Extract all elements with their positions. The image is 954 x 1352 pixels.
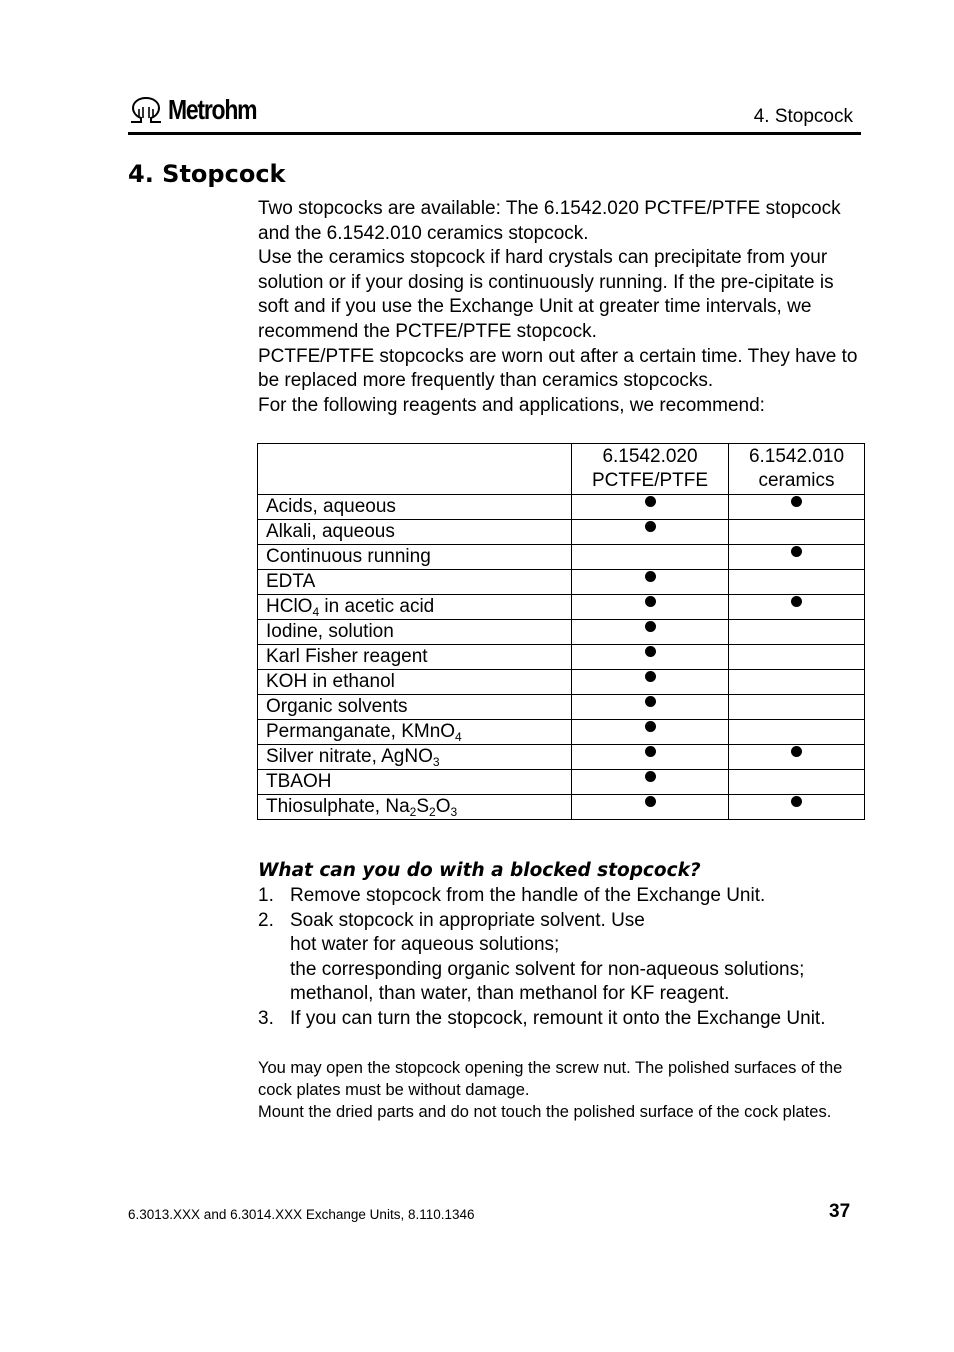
recommended-dot-icon: [791, 596, 802, 607]
table-row: [258, 520, 865, 545]
footer-doc-ref: 6.3013.XXX and 6.3014.XXX Exchange Units, 8.110.1346: [128, 1207, 475, 1222]
row-label: [258, 745, 572, 770]
table-row: [258, 745, 865, 770]
table-row: [258, 620, 865, 645]
intro-paragraph: PCTFE/PTFE stopcocks are worn out after a certain time. They have to be replaced more frequently than ceramics stopcocks.: [258, 345, 858, 392]
cell-ceramics: [729, 695, 865, 720]
steps-list: [258, 884, 858, 1032]
note-paragraph: Mount the dried parts and do not touch the polished surface of the cock plates.: [258, 1103, 832, 1121]
header-pctfe-material: PCTFE/PTFE: [591, 470, 709, 491]
row-label: [258, 595, 572, 620]
recommended-dot-icon: [645, 596, 656, 607]
row-label: [258, 495, 572, 520]
cell-pctfe: [572, 545, 729, 570]
header-ceramics-code: 6.1542.010: [748, 446, 845, 467]
step-text: hot water for aqueous solutions;: [290, 934, 560, 956]
step-item: [258, 909, 858, 1007]
header-ceramics-material: ceramics: [758, 470, 835, 491]
intro-paragraph: Use the ceramics stopcock if hard crystals can precipitate from your solution or if your dosing is continuously running. If the pre-cipitate is soft and if you use the Exchange Unit at greater time intervals, we recommend the PCTFE/PTFE stopcock.: [258, 247, 834, 342]
intro-paragraph: For the following reagents and applications, we recommend:: [258, 394, 765, 416]
recommended-dot-icon: [645, 696, 656, 707]
subscript: 2: [409, 805, 417, 819]
cell-ceramics: [729, 720, 865, 745]
cell-ceramics: [729, 645, 865, 670]
row-label-text: EDTA: [266, 571, 316, 592]
recommended-dot-icon: [645, 521, 656, 532]
recommended-dot-icon: [791, 746, 802, 757]
table-header-ceramics: [729, 444, 865, 495]
header-pctfe-code: 6.1542.020: [602, 446, 698, 467]
cell-pctfe: [572, 670, 729, 695]
recommended-dot-icon: [645, 746, 656, 757]
recommended-dot-icon: [645, 571, 656, 582]
cell-ceramics: [729, 545, 865, 570]
cell-pctfe: [572, 695, 729, 720]
notes: [258, 1057, 858, 1123]
step-text: Soak stopcock in appropriate solvent. Use: [290, 909, 645, 931]
row-label-text: Alkali, aqueous: [266, 521, 395, 542]
intro-text: [258, 197, 858, 418]
subscript: 2: [429, 805, 436, 819]
row-label-text: HClO: [266, 596, 313, 617]
cell-ceramics: [729, 495, 865, 520]
cell-ceramics: [729, 795, 865, 820]
table-row: [258, 495, 865, 520]
logo-text: Metrohm: [168, 94, 257, 125]
recommended-dot-icon: [791, 796, 802, 807]
row-label-text: TBAOH: [266, 771, 332, 792]
cell-pctfe: [572, 620, 729, 645]
page-header: [128, 94, 861, 135]
row-label-text: Iodine, solution: [266, 621, 394, 642]
cell-ceramics: [729, 745, 865, 770]
table-row: [258, 570, 865, 595]
cell-ceramics: [729, 670, 865, 695]
row-label-text: Permanganate, KMnO: [266, 721, 456, 742]
cell-pctfe: [572, 745, 729, 770]
cell-ceramics: [729, 520, 865, 545]
table-header-pctfe: [572, 444, 729, 495]
recommended-dot-icon: [645, 496, 656, 507]
row-label: [258, 720, 572, 745]
recommended-dot-icon: [645, 771, 656, 782]
recommended-dot-icon: [645, 796, 656, 807]
recommended-dot-icon: [791, 496, 802, 507]
recommended-dot-icon: [645, 721, 656, 732]
step-item: [258, 884, 858, 909]
subscript: 4: [312, 605, 320, 619]
cell-pctfe: [572, 770, 729, 795]
cell-ceramics: [729, 770, 865, 795]
row-label: [258, 795, 572, 820]
cell-ceramics: [729, 570, 865, 595]
subscript: 3: [432, 755, 440, 769]
row-label: [258, 570, 572, 595]
cell-pctfe: [572, 645, 729, 670]
cell-ceramics: [729, 595, 865, 620]
row-label-text: in acetic acid: [319, 596, 435, 617]
step-text: methanol, than water, than methanol for KF reagent.: [290, 983, 730, 1005]
row-label-text: Organic solvents: [266, 696, 408, 717]
row-label-text: Silver nitrate, AgNO: [266, 746, 433, 767]
row-label-text: O: [435, 796, 451, 817]
note-paragraph: You may open the stopcock opening the screw nut. The polished surfaces of the cock plates must be without damage.: [258, 1059, 843, 1099]
metrohm-logo: [128, 94, 276, 126]
row-label-text: Continuous running: [266, 546, 431, 567]
cell-pctfe: [572, 495, 729, 520]
table-row: [258, 670, 865, 695]
recommended-dot-icon: [791, 546, 802, 557]
row-label-text: Karl Fisher reagent: [266, 646, 428, 667]
cell-pctfe: [572, 720, 729, 745]
header-chapter: 4. Stopcock: [753, 106, 853, 127]
omega-logo-icon: [128, 96, 164, 124]
table-row: [258, 545, 865, 570]
step-number: 1.: [258, 885, 274, 906]
step-item: [258, 1007, 858, 1032]
recommendation-table: [257, 443, 865, 820]
page-title: 4. Stopcock: [128, 160, 286, 188]
row-label: [258, 645, 572, 670]
row-label: [258, 770, 572, 795]
row-label: [258, 670, 572, 695]
row-label: [258, 545, 572, 570]
step-number: 3.: [258, 1007, 274, 1029]
cell-pctfe: [572, 570, 729, 595]
footer-page-number: 37: [829, 1201, 851, 1222]
table-row: [258, 645, 865, 670]
table-row: [258, 770, 865, 795]
row-label-text: Thiosulphate, Na: [266, 796, 410, 817]
row-label-text: S: [416, 796, 430, 817]
step-text: the corresponding organic solvent for non-aqueous solutions;: [290, 958, 805, 980]
row-label: [258, 620, 572, 645]
subscript: 3: [450, 805, 458, 819]
table-header-empty: [258, 444, 572, 495]
table-header-row: [258, 444, 865, 495]
table-row: [258, 795, 865, 820]
table-row: [258, 595, 865, 620]
table-row: [258, 695, 865, 720]
table-row: [258, 720, 865, 745]
row-label-text: KOH in ethanol: [266, 671, 395, 692]
step-text: Remove stopcock from the handle of the Exchange Unit.: [290, 885, 766, 906]
cell-pctfe: [572, 595, 729, 620]
row-label-text: Acids, aqueous: [266, 496, 396, 517]
section-heading: What can you do with a blocked stopcock?: [258, 860, 701, 881]
step-number: 2.: [258, 909, 274, 931]
row-label: [258, 520, 572, 545]
cell-ceramics: [729, 620, 865, 645]
recommended-dot-icon: [645, 621, 656, 632]
recommended-dot-icon: [645, 671, 656, 682]
cell-pctfe: [572, 520, 729, 545]
intro-paragraph: Two stopcocks are available: The 6.1542.020 PCTFE/PTFE stopcock and the 6.1542.010 ceramics stopcock.: [258, 198, 841, 244]
row-label: [258, 695, 572, 720]
subscript: 4: [455, 730, 462, 744]
step-text: If you can turn the stopcock, remount it onto the Exchange Unit.: [290, 1007, 826, 1029]
cell-pctfe: [572, 795, 729, 820]
recommended-dot-icon: [645, 646, 656, 657]
